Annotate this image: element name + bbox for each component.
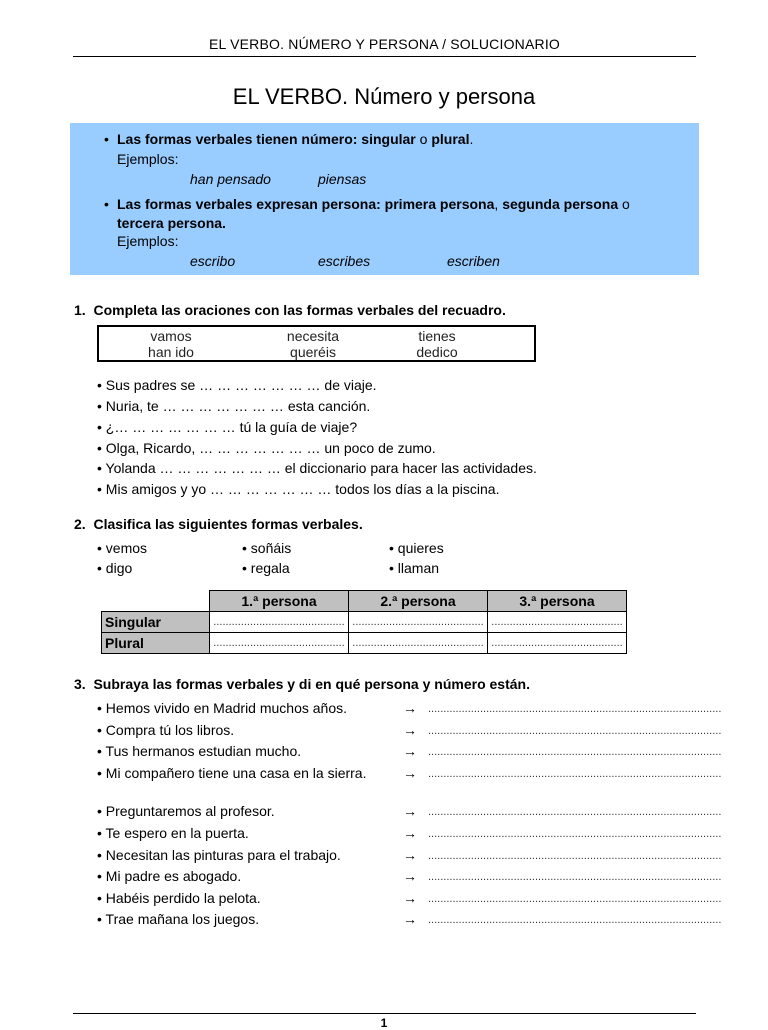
answer-line[interactable]: ................................................................................................ [428, 806, 722, 818]
rule-2-text: Las formas verbales expresan persona: primera persona [117, 196, 495, 212]
word-box-item: tienes [418, 328, 456, 344]
exercise-1-heading [74, 302, 506, 318]
table-header: 1.ª persona [210, 591, 349, 612]
ex2-word: • regala [242, 560, 290, 576]
table-header: 3.ª persona [488, 591, 627, 612]
answer-line[interactable]: ................................................................................................ [428, 871, 722, 883]
exercise-2-heading [74, 516, 363, 532]
arrow-icon: → [403, 847, 417, 863]
page-title: EL VERBO. Número y persona [232, 84, 536, 109]
answer-line[interactable]: ................................................................................................ [428, 893, 722, 905]
ex3-sentence: • Tus hermanos estudian mucho. [97, 743, 302, 759]
footer-divider [73, 1013, 696, 1014]
word-box-item: queréis [290, 344, 336, 360]
ex1-sentence: • Nuria, te … … … … … … … esta canción. [97, 398, 371, 414]
ex3-sentence: • Te espero en la puerta. [97, 825, 249, 841]
arrow-icon: → [403, 911, 417, 927]
arrow-icon: → [403, 765, 417, 781]
ex2-word: • vemos [97, 540, 148, 556]
answer-cell[interactable]: ........................................... [210, 612, 349, 633]
info-box [70, 123, 699, 275]
word-box [97, 325, 536, 362]
example-han-pensado: han pensado [190, 171, 271, 187]
ex3-sentence: • Trae mañana los juegos. [97, 911, 260, 927]
example-escribes: escribes [318, 253, 371, 269]
ex3-sentence: • Necesitan las pinturas para el trabajo. [97, 847, 341, 863]
answer-cell[interactable]: ........................................... [349, 633, 488, 654]
table-header-row [102, 591, 627, 612]
ex3-sentence: • Mi compañero tiene una casa en la sierra. [97, 765, 367, 781]
word-box-item: necesita [286, 328, 340, 344]
page-number: 1 [380, 1016, 388, 1030]
ex3-sentence: • Mi padre es abogado. [97, 868, 242, 884]
ex1-sentence: • ¿… … … … … … … tú la guía de viaje? [97, 419, 358, 435]
arrow-icon: → [403, 825, 417, 841]
answer-line[interactable]: ................................................................................................ [428, 703, 722, 715]
bullet: • [104, 131, 109, 147]
table-corner [102, 591, 210, 612]
row-label-plural: Plural [102, 633, 210, 654]
exercise-3-heading [74, 676, 530, 692]
answer-line[interactable]: ................................................................................................ [428, 725, 722, 737]
table-row [102, 633, 627, 654]
example-escribo: escribo [190, 253, 236, 269]
rule-2-conj: o [618, 196, 630, 212]
word-box-item: vamos [150, 328, 192, 344]
exercise-3-instruction: Subraya las formas verbales y di en qué persona y número están. [93, 676, 530, 692]
header-divider [73, 56, 696, 57]
exercise-1-number: 1. [74, 302, 86, 318]
rule-2-second: segunda persona [502, 196, 619, 212]
ex2-word: • soñáis [242, 540, 292, 556]
classification-table [101, 590, 627, 654]
ex1-sentence: • Sus padres se … … … … … … … de viaje. [97, 377, 377, 393]
rule-1-period: . [469, 131, 474, 147]
table-row [102, 612, 627, 633]
row-label-singular: Singular [102, 612, 210, 633]
ex3-sentence: • Compra tú los libros. [97, 722, 235, 738]
arrow-icon: → [403, 722, 417, 738]
example-piensas: piensas [318, 171, 367, 187]
arrow-icon: → [403, 868, 417, 884]
rule-1-plural: plural [431, 131, 470, 147]
answer-cell[interactable]: ........................................... [349, 612, 488, 633]
rule-1 [104, 131, 474, 147]
answer-line[interactable]: ................................................................................................ [428, 768, 722, 780]
word-box-item: dedico [416, 344, 458, 360]
page-header: EL VERBO. NÚMERO Y PERSONA / SOLUCIONARIO [208, 36, 561, 52]
ex1-sentence: • Mis amigos y yo … … … … … … … todos los días a la piscina. [97, 481, 500, 497]
bullet: • [104, 196, 109, 212]
ex2-word: • quieres [389, 540, 444, 556]
answer-cell[interactable]: ........................................... [210, 633, 349, 654]
answer-line[interactable]: ................................................................................................ [428, 746, 722, 758]
exercise-1-instruction: Completa las oraciones con las formas verbales del recuadro. [93, 302, 506, 318]
examples-label-1: Ejemplos: [117, 151, 179, 167]
ex3-sentence: • Hemos vivido en Madrid muchos años. [97, 700, 348, 716]
rule-2-third: tercera persona. [117, 215, 226, 231]
arrow-icon: → [403, 743, 417, 759]
ex1-sentence: • Yolanda … … … … … … … el diccionario para hacer las actividades. [97, 460, 537, 476]
example-escriben: escriben [447, 253, 500, 269]
examples-label-2: Ejemplos: [117, 233, 179, 249]
answer-cell[interactable]: ........................................... [488, 633, 627, 654]
exercise-2-number: 2. [74, 516, 86, 532]
rule-2 [104, 195, 692, 233]
arrow-icon: → [403, 803, 417, 819]
answer-line[interactable]: ................................................................................................ [428, 850, 722, 862]
arrow-icon: → [403, 890, 417, 906]
rule-2-sep: , [494, 196, 503, 212]
answer-line[interactable]: ................................................................................................ [428, 828, 722, 840]
ex3-sentence: • Preguntaremos al profesor. [97, 803, 275, 819]
ex1-sentence: • Olga, Ricardo, … … … … … … … un poco de zumo. [97, 440, 436, 456]
exercise-2-instruction: Clasifica las siguientes formas verbales. [93, 516, 363, 532]
ex2-word: • llaman [389, 560, 440, 576]
exercise-3-number: 3. [74, 676, 86, 692]
answer-line[interactable]: ................................................................................................ [428, 914, 722, 926]
rule-1-text: Las formas verbales tienen número: singular [117, 131, 416, 147]
rule-1-conj: o [415, 131, 432, 147]
arrow-icon: → [403, 700, 417, 716]
answer-cell[interactable]: ........................................... [488, 612, 627, 633]
ex2-word: • digo [97, 560, 133, 576]
ex3-sentence: • Habéis perdido la pelota. [97, 890, 261, 906]
table-header: 2.ª persona [349, 591, 488, 612]
word-box-item: han ido [148, 344, 194, 360]
